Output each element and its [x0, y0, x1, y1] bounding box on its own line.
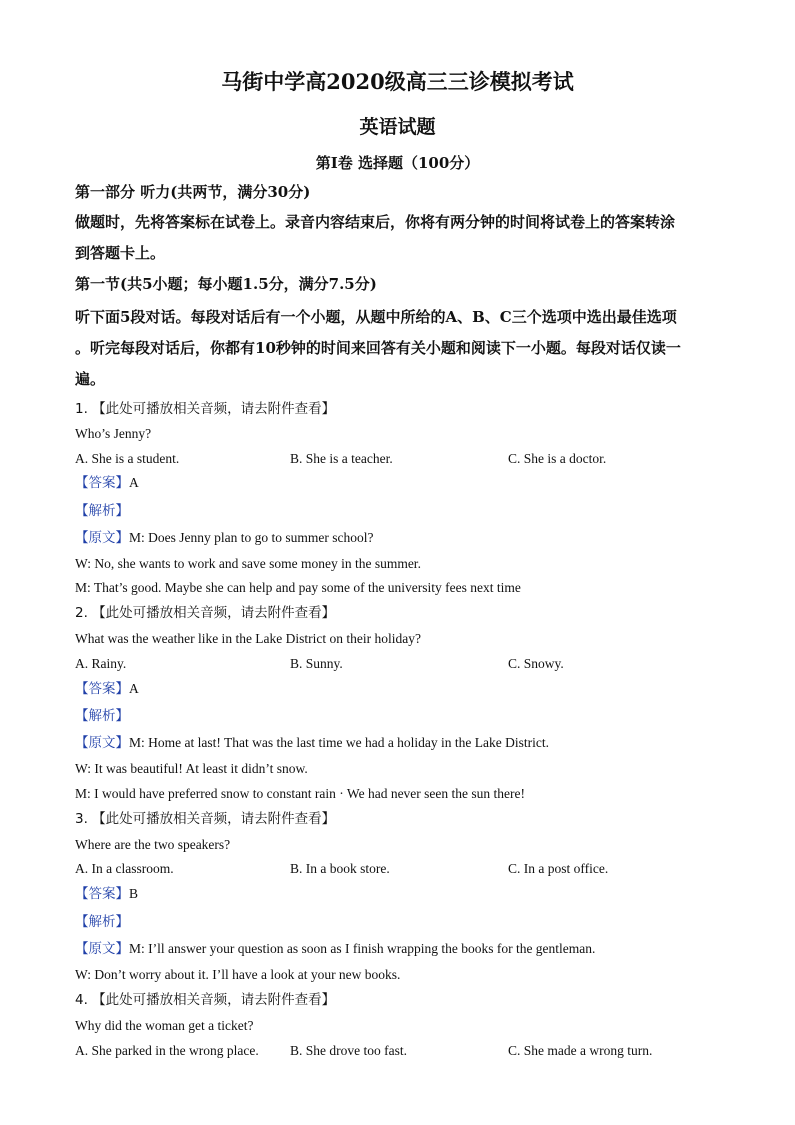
option-c: C. In a post office.: [508, 861, 609, 876]
volume-title: 第I卷 选择题（100分）: [315, 154, 480, 172]
analysis-row: [75, 913, 129, 931]
transcript-line: M: I would have preferred snow to constant rain · We had never seen the sun there!: [75, 786, 526, 801]
transcript-line: W: It was beautiful! At least it didn’t snow.: [75, 761, 308, 776]
answer-label: 【答案】: [75, 886, 129, 902]
analysis-label: 【解析】: [75, 914, 129, 930]
option-c: C. She is a doctor.: [508, 451, 607, 466]
transcript-line: M: That’s good. Maybe she can help and pay some of the university fees next time: [75, 580, 521, 595]
answer-label: 【答案】: [75, 681, 129, 697]
answer-row: [75, 474, 139, 492]
option-b: B. She is a teacher.: [290, 451, 393, 466]
analysis-label: 【解析】: [75, 708, 129, 724]
instruction-line: 到答题卡上。: [75, 244, 166, 262]
option-a: A. She parked in the wrong place.: [75, 1043, 259, 1058]
directions-line: 遍。: [75, 370, 106, 388]
question-heading: 2. 【此处可播放相关音频，请去附件查看】: [75, 605, 336, 621]
option-a: A. Rainy.: [75, 656, 127, 671]
subsection-heading: 第一节(共5小题；每小题1.5分，满分7.5分): [75, 275, 377, 293]
option-c: C. Snowy.: [508, 656, 564, 671]
option-a: A. She is a student.: [75, 451, 180, 466]
analysis-row: [75, 502, 129, 520]
transcript-line: M: Does Jenny plan to go to summer school?: [129, 530, 374, 545]
directions-line: 听下面5段对话。每段对话后有一个小题，从题中所给的A、B、C三个选项中选出最佳选项: [75, 308, 677, 326]
transcript-line: W: Don’t worry about it. I’ll have a look at your new books.: [75, 967, 401, 982]
analysis-row: [75, 707, 129, 725]
analysis-label: 【解析】: [75, 503, 129, 519]
answer-label: 【答案】: [75, 475, 129, 491]
option-b: B. Sunny.: [290, 656, 343, 671]
answer-value: B: [129, 886, 139, 901]
transcript-row: [75, 734, 549, 752]
transcript-line: M: I’ll answer your question as soon as I finish wrapping the books for the gentleman.: [129, 941, 596, 956]
answer-row: [75, 680, 139, 698]
question-heading: 4. 【此处可播放相关音频，请去附件查看】: [75, 992, 336, 1008]
question-heading: 1. 【此处可播放相关音频，请去附件查看】: [75, 401, 336, 417]
option-b: B. In a book store.: [290, 861, 390, 876]
part-heading: 第一部分 听力(共两节，满分30分): [75, 183, 311, 201]
answer-value: A: [129, 681, 139, 696]
option-b: B. She drove too fast.: [290, 1043, 407, 1058]
transcript-line: M: Home at last! That was the last time we had a holiday in the Lake District.: [129, 735, 550, 750]
transcript-row: [75, 529, 373, 547]
answer-row: [75, 885, 138, 903]
instruction-line: 做题时，先将答案标在试卷上。录音内容结束后，你将有两分钟的时间将试卷上的答案转涂: [75, 213, 676, 231]
subject-title: 英语试题: [359, 116, 436, 138]
question-text: What was the weather like in the Lake District on their holiday?: [75, 631, 422, 646]
question-heading: 3. 【此处可播放相关音频，请去附件查看】: [75, 811, 336, 827]
option-a: A. In a classroom.: [75, 861, 174, 876]
answer-value: A: [129, 475, 139, 490]
transcript-label: 【原文】: [75, 735, 129, 751]
question-text: Where are the two speakers?: [75, 837, 231, 852]
transcript-label: 【原文】: [75, 941, 129, 957]
transcript-line: W: No, she wants to work and save some money in the summer.: [75, 556, 421, 571]
directions-line: 。听完每段对话后，你都有10秒钟的时间来回答有关小题和阅读下一小题。每段对话仅读一: [75, 339, 681, 357]
option-c: C. She made a wrong turn.: [508, 1043, 653, 1058]
transcript-label: 【原文】: [75, 530, 129, 546]
question-text: Why did the woman get a ticket?: [75, 1018, 254, 1033]
exam-title: 马街中学高2020级高三三诊模拟考试: [221, 69, 574, 94]
transcript-row: [75, 940, 595, 958]
question-text: Who’s Jenny?: [75, 426, 152, 441]
